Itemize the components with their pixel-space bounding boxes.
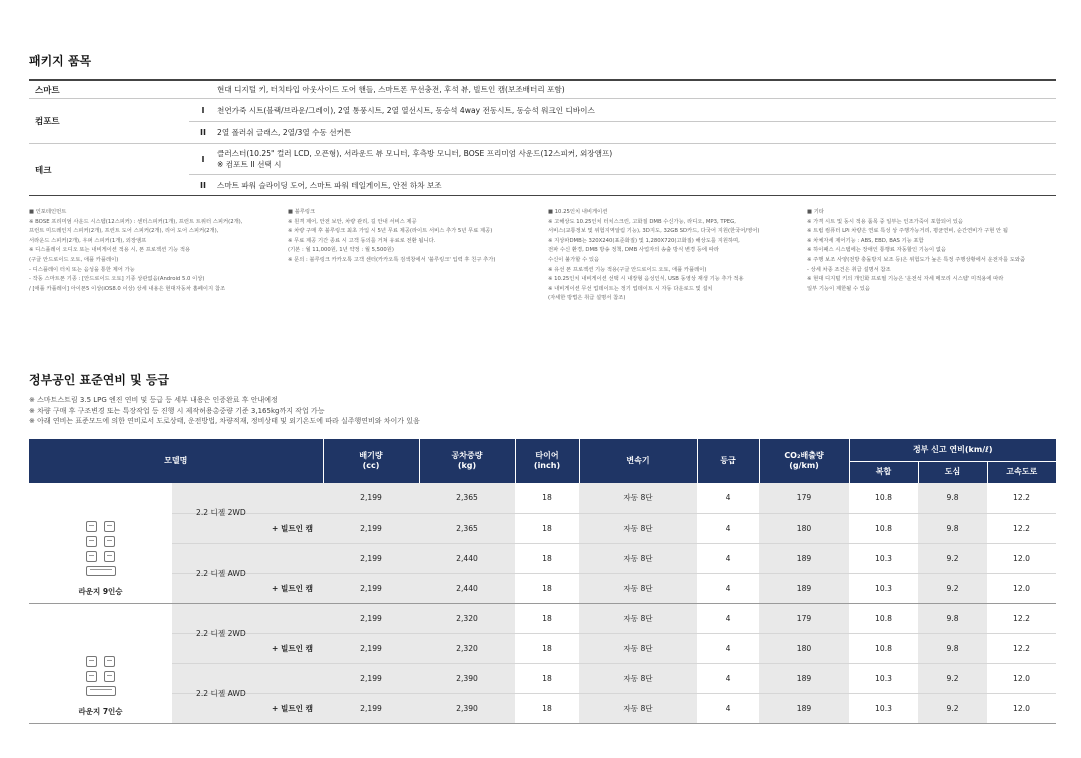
header-grade: 등급 [697,439,759,483]
seat-icon [104,656,115,667]
cell-city: 9.8 [918,603,987,633]
header-highway: 고속도로 [987,461,1056,483]
package-mark: II [200,180,206,190]
package-table [29,79,1056,196]
seat-row [86,536,116,547]
note-line: ■ 기타 [807,209,824,215]
cell-cc: 2,199 [323,543,419,573]
cell-tire: 18 [515,573,579,603]
cell-trans: 자동 8단 [579,543,697,573]
note-line: ※ 원격 제어, 안전 보안, 차량 관리, 길 안내 서비스 제공 [288,218,417,225]
cell-trans: 자동 8단 [579,693,697,723]
cell-city: 9.2 [918,543,987,573]
seat-layout-icon [86,521,116,580]
trim-label: 2.2 디젤 AWD [196,688,246,698]
package-desc: 2열 폴러쉬 글래스, 2열/3열 수동 선커튼 [217,128,352,137]
cell-hwy: 12.2 [987,633,1056,663]
cell-hwy: 12.2 [987,483,1056,513]
cell-grade: 4 [697,603,759,633]
cell-kg: 2,320 [419,633,515,663]
package-sub-row [189,144,1056,174]
cell-trans: 자동 8단 [579,573,697,603]
cell-comb: 10.8 [849,603,918,633]
cell-grade: 4 [697,483,759,513]
seat-cell [29,483,172,603]
package-desc-note: ※ 컴포트 II 선택 시 [217,160,282,169]
seat-icon [104,521,115,532]
cell-hwy: 12.2 [987,513,1056,543]
note-line: ※ 현대 디지털 키의 개인화 프로필 기능은 '운전석 자세 메모리 시스템' 미적용에 따라 [807,276,1004,283]
notes-navigation [548,208,759,304]
seat-row [86,521,116,532]
package-title: 패키지 품목 [29,54,92,68]
seat-icon [104,551,115,562]
seat-row [86,551,116,562]
cell-city: 9.2 [918,693,987,723]
cell-cc: 2,199 [323,573,419,603]
package-desc-smart: 현대 디지털 키, 터치타입 아웃사이드 도어 핸들, 스마트폰 무선충전, 후석 뷰, 빌트인 캠(보조배터리 포함) [217,84,565,94]
cell-co2: 180 [759,633,849,663]
cell-tire: 18 [515,693,579,723]
note-line: ■ 인포테인먼트 [29,209,67,215]
seat-cell [29,603,172,723]
cell-tire: 18 [515,663,579,693]
note-line: ■ 10.25인치 내비게이션 [548,209,608,215]
package-desc: 천연가죽 시트(블랙/브라운/그레이), 2열 통풍시트, 2열 열선시트, 동승석 4way 전동시트, 동승석 워크인 디바이스 [217,105,595,115]
efficiency-intro [29,395,420,427]
header-line: CO₂배출량 [784,451,824,460]
note-line: 서비스(교통정보 및 위험지역알림 기능), 3D지도, 32GB SD카드, 다국어 지원(한국어/영어) [548,228,760,235]
note-line: ※ 아래 연비는 표준모드에 의한 연비로서 도로상태, 운전방법, 차량적재, 정비상태 및 외기온도에 따라 실주행연비와 차이가 있음 [29,417,420,425]
cell-city: 9.8 [918,633,987,663]
header-displacement [323,439,419,483]
bench-seat-icon [86,686,116,696]
header-line: 배기량 [359,451,383,460]
note-line: 일부 기능이 제한될 수 있음 [807,285,871,292]
note-line: 전파 수신 환경, DMB 방송 정책, DMB 사업자의 송출 방식 변경 등에 따라 [548,247,719,254]
table-row [29,543,1056,573]
seat-icon [104,536,115,547]
cell-grade: 4 [697,513,759,543]
efficiency-table [29,439,1056,724]
cell-comb: 10.8 [849,513,918,543]
trim-cell [172,663,323,698]
cell-cc: 2,199 [323,693,419,723]
cell-comb: 10.3 [849,663,918,693]
seat-label: 라운지 7인승 [78,706,123,716]
package-desc: 스마트 파워 슬라이딩 도어, 스마트 파워 테일게이트, 안전 하차 보조 [217,180,442,190]
cell-hwy: 12.0 [987,693,1056,723]
note-line: ※ 하이패스 시스템에는 장애인 통행료 자동할인 기능이 없음 [807,247,947,254]
cell-cc: 2,199 [323,513,419,543]
note-line: - 디스플레이 터치 또는 음성을 통한 제어 가능 [29,266,135,273]
note-line: ※ BOSE 프리미엄 사운드 시스템(12스피커) : 센터스피커(1개), 프런트 트위터 스피커(2개), [29,218,243,225]
cell-co2: 179 [759,483,849,513]
cell-kg: 2,365 [419,513,515,543]
note-line: ※ 디스플레이 오디오 또는 내비게이션 적용 시, 폰 프로젝션 기능 적용 [29,247,191,254]
header-line: (cc) [362,461,380,470]
note-line: ※ 문의 : 블루링크 카카오톡 고객 센터(카카오톡 검색창에서 '블루링크' 입력 후 친구 추가) [288,256,496,263]
note-line: ※ 내비게이션 무선 업데이트는 정기 업데이트 시 자동 다운로드 및 설치 [548,285,713,292]
header-line: (g/km) [789,461,819,470]
note-line: (자세한 방법은 취급 설명서 참조) [548,295,626,302]
bench-seat-icon [86,566,116,576]
note-line: ※ 차체자세 제어기능 : ABS, EBD, BAS 기능 포함 [807,237,924,244]
seat-row [86,656,116,667]
notes-bluelink [288,208,495,266]
cell-tire: 18 [515,513,579,543]
efficiency-title: 정부공인 표준연비 및 등급 [29,373,170,387]
cell-cc: 2,199 [323,663,419,693]
cell-co2: 179 [759,603,849,633]
cell-kg: 2,440 [419,543,515,573]
cell-kg: 2,390 [419,693,515,723]
header-co2 [759,439,849,483]
table-row [29,483,1056,513]
seat-icon [86,521,97,532]
cell-co2: 189 [759,543,849,573]
note-line: ※ 지상파DMB는 320X240(표준화질) 및 1,280X720(고화질) 해상도를 지원하며, [548,237,740,244]
trim-cell [172,543,323,578]
header-line: (kg) [457,461,477,470]
cell-cc: 2,199 [323,603,419,633]
cell-co2: 189 [759,573,849,603]
cell-hwy: 12.2 [987,603,1056,633]
package-group-tech [29,144,1056,196]
note-line: (기본 : 월 11,000원, 1년 약정 : 월 5,500원) [288,247,394,254]
header-model: 모델명 [29,439,323,483]
note-line: / [애플 카플레이] 아이폰5 이상(iOS8.0 이상) 상세 내용은 현대자동차 홈페이지 참조 [29,285,226,292]
package-name-tech: 테크 [35,165,52,176]
note-line: 수신이 불가할 수 있음 [548,256,600,263]
cell-tire: 18 [515,543,579,573]
cell-trans: 자동 8단 [579,633,697,663]
header-tire [515,439,579,483]
note-line: 프런트 미드레인지 스피커(2개), 프런트 도어 스피커(2개), 리어 도어 스피커(2개), [29,228,219,235]
cell-city: 9.8 [918,513,987,543]
note-line: ※ 고해상도 10.25인치 터치스크린, 고화질 DMB 수신가능, 라디오, MP3, TPEG, [548,218,736,225]
cell-trans: 자동 8단 [579,603,697,633]
header-combined: 복합 [849,461,918,483]
cell-comb: 10.3 [849,573,918,603]
note-line: ※ 차량 구매 후 구조변경 또는 특장작업 등 진행 시 제작허용총중량 기준 3,165kg까지 작업 가능 [29,406,325,415]
cell-cc: 2,199 [323,633,419,663]
note-line: ※ 무료 제공 기간 종료 시 고객 동의를 거쳐 유료로 전환 됩니다. [288,237,436,244]
cell-trans: 자동 8단 [579,663,697,693]
cell-kg: 2,365 [419,483,515,513]
cell-tire: 18 [515,483,579,513]
note-line: - 작동 스마트폰 기종 : [안드로이드 오토] 기종 상관없음(Android 5.0 이상) [29,276,205,283]
cell-grade: 4 [697,693,759,723]
option-cell: + 빌트인 캠 [172,693,323,723]
seat-row [86,671,116,682]
header-line: (inch) [533,461,561,470]
header-fuel: 정부 신고 연비(km/ℓ) [849,439,1056,461]
cell-kg: 2,440 [419,573,515,603]
cell-cc: 2,199 [323,483,419,513]
cell-comb: 10.3 [849,693,918,723]
package-mark: I [201,154,205,164]
cell-co2: 180 [759,513,849,543]
package-sub-row [189,99,1056,121]
option-cell: + 빌트인 캠 [172,573,323,603]
header-line: 공차중량 [451,451,483,460]
cell-city: 9.8 [918,483,987,513]
seat-label: 라운지 9인승 [78,586,123,596]
package-mark: II [200,128,206,137]
note-line: - 상세 차종 조건은 취급 설명서 참조 [807,266,891,273]
trim-cell [172,603,323,638]
seat-row [86,686,116,696]
cell-kg: 2,320 [419,603,515,633]
cell-city: 9.2 [918,663,987,693]
trim-label: 2.2 디젤 AWD [196,568,246,578]
note-line: (구글 안드로이드 오토, 애플 카플레이) [29,256,119,263]
package-row-smart [29,81,1056,99]
trim-label: 2.2 디젤 2WD [196,628,246,638]
table-row [29,633,1056,663]
notes-etc [807,208,1025,294]
cell-comb: 10.8 [849,483,918,513]
option-cell: + 빌트인 캠 [172,633,323,663]
cell-hwy: 12.0 [987,543,1056,573]
cell-co2: 189 [759,693,849,723]
seat-layout-icon [86,656,116,700]
cell-grade: 4 [697,543,759,573]
note-line: ※ 주행 보조 사양(전방 충돌방지 보조 등)은 위험도가 높은 특정 주행상황에서 운전자를 도와줌 [807,256,1026,263]
seat-icon [104,671,115,682]
cell-city: 9.2 [918,573,987,603]
table-row [29,603,1056,633]
note-line: ※ 10.25인치 내비게이션 선택 시 내장형 음성인식, USB 동영상 재생 기능 추가 적용 [548,276,744,283]
note-line: ※ 유선 폰 프로젝션 기능 적용(구글 안드로이드 오토, 애플 카플레이) [548,266,707,273]
package-name-comfort: 컴포트 [35,117,60,127]
trim-cell [172,483,323,518]
package-desc-line: 클러스터(10.25" 컬러 LCD, 오픈형), 서라운드 뷰 모니터, 후측방 모니터, BOSE 프리미엄 사운드(12스피커, 외장앰프) [217,149,613,158]
cell-tire: 18 [515,603,579,633]
package-name-smart: 스마트 [35,85,60,96]
cell-grade: 4 [697,573,759,603]
seat-icon [86,656,97,667]
seat-icon [86,536,97,547]
cell-trans: 자동 8단 [579,483,697,513]
note-line: ※ 스마트스트림 3.5 LPG 엔진 연비 및 등급 등 세부 내용은 인증완료 후 안내예정 [29,396,278,404]
cell-grade: 4 [697,633,759,663]
header-weight [419,439,515,483]
cell-kg: 2,390 [419,663,515,693]
cell-comb: 10.3 [849,543,918,573]
note-line: ※ 트립 컴퓨터 LPi 차량은 연료 특성 상 주행가능거리, 평균연비, 순간연비가 구현 안 됨 [807,228,1008,235]
cell-trans: 자동 8단 [579,513,697,543]
seat-row [86,566,116,576]
cell-hwy: 12.0 [987,573,1056,603]
header-line: 타이어 [535,451,559,460]
table-row [29,573,1056,603]
table-row [29,693,1056,723]
cell-tire: 18 [515,633,579,663]
header-city: 도심 [918,461,987,483]
package-group-comfort [29,99,1056,144]
cell-hwy: 12.0 [987,663,1056,693]
note-line: ■ 블루링크 [288,209,316,215]
seat-icon [86,551,97,562]
package-mark: I [201,105,205,115]
table-row [29,513,1056,543]
package-sub-row [189,121,1056,143]
package-desc [217,148,1056,170]
header-transmission: 변속기 [579,439,697,483]
table-row [29,663,1056,693]
trim-label: 2.2 디젤 2WD [196,508,246,518]
cell-grade: 4 [697,663,759,693]
seat-icon [86,671,97,682]
option-cell: + 빌트인 캠 [172,513,323,543]
notes-infotainment [29,208,242,294]
cell-co2: 189 [759,663,849,693]
note-line: 서라운드 스피커(2개), 우퍼 스피커(1개), 외장앰프 [29,237,147,244]
cell-comb: 10.8 [849,633,918,663]
note-line: ※ 가격 시트 및 동시 적용 품목 중 일부는 인조가죽이 포함되어 있음 [807,218,963,225]
package-sub-row [189,174,1056,195]
note-line: ※ 차량 구매 후 블루링크 최초 가입 시 5년 무료 제공(라이트 서비스 추가 5년 무료 제공) [288,228,493,235]
